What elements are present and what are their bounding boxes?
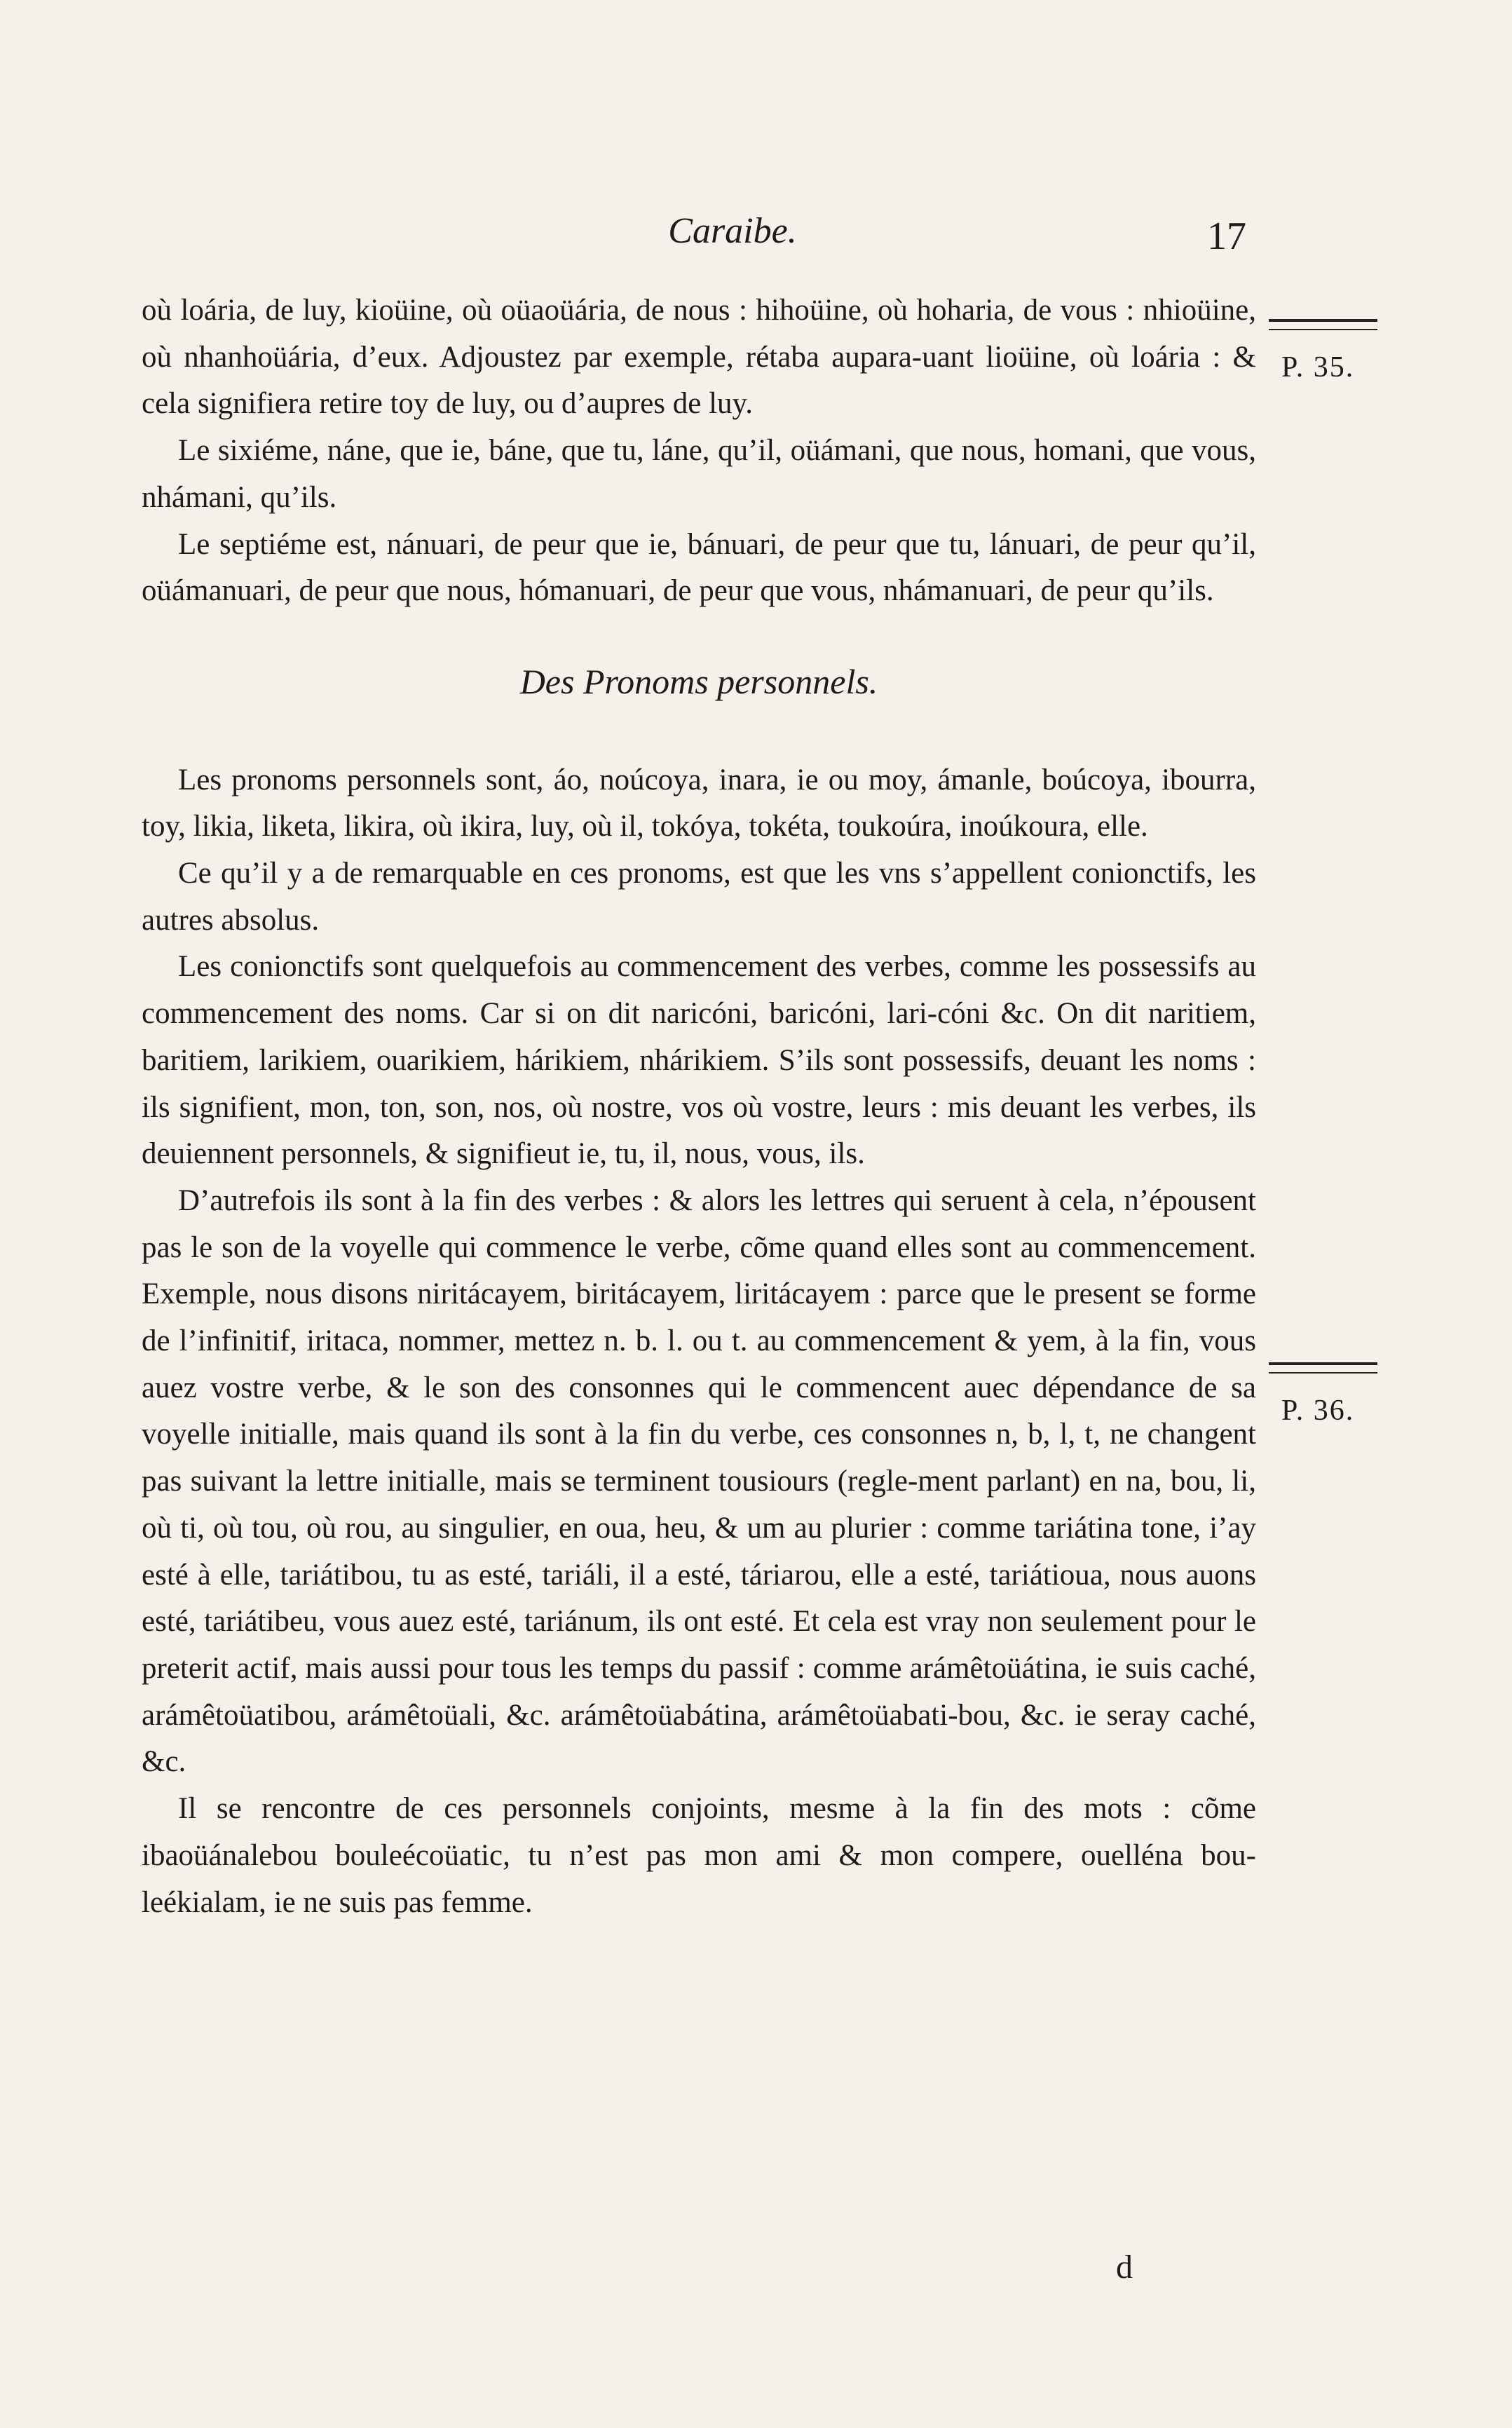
paragraph: Le sixiéme, náne, que ie, báne, que tu, láne, qu’il, oüámani, que nous, homani, que vous, nhámani, qu’ils. bbox=[142, 434, 1256, 514]
paragraph: D’autrefois ils sont à la fin des verbes : & alors les lettres qui seruent à cela, n’épousent pas le son de la voyelle qui commence le verbe, cõme quand elles sont au commencement. Exemple, nous disons niritácayem, biritácayem, liritácayem : parce que le present se forme de l’infinitif, iritaca, nommer, mettez n. b. l. ou t. au commencement & yem, à la fin, vous auez vostre verbe, & le son des consonnes qui le commencent auec dépendance de sa voyelle initialle, mais quand ils sont à la fin du verbe, ces consonnes n, b, l, t, ne changent pas suivant la lettre initialle, mais se terminent tousiours (regle-ment parlant) en na, bou, li, où ti, où tou, où rou, au singulier, en oua, heu, & um au plurier : comme tariátina tone, i’ay esté à elle, tariátibou, tu as esté, tariáli, il a esté, táriarou, elle a esté, tariátioua, nous auons esté, tariátibeu, vous auez esté, tariánum, ils ont esté. Et cela est vray non seulement pour le preterit actif, mais aussi pour tous les temps du passif : comme arámêtoüátina, ie suis caché, arámêtoüatibou, arámêtoüali, &c. arámêtoüabátina, arámêtoüabati-bou, &c. ie seray caché, &c. bbox=[142, 1184, 1256, 1779]
paragraph: Les conionctifs sont quelquefois au commencement des verbes, comme les possessifs au commencement des noms. Car si on dit naricóni, baricóni, lari-cóni &c. On dit naritiem, baritiem, larikiem, ouarikiem, hárikiem, nhárikiem. S’ils sont possessifs, deuant les noms : ils signifient, mon, ton, son, nos, où nostre, vos où vostre, leurs : mis deuant les verbes, ils deuiennent personnels, & signifieut ie, tu, il, nous, vous, ils. bbox=[142, 950, 1256, 1171]
margin-rule bbox=[1269, 1362, 1377, 1374]
paragraph: où loária, de luy, kioüine, où oüaoüária, de nous : hihoüine, où hoharia, de vous : nhioüine, où nhanhoüária, d’eux. Adjoustez par exemple, rétaba aupara-uant lioüine, où loária : & cela signifiera retire toy de luy, ou d’aupres de luy. bbox=[142, 294, 1256, 421]
paragraph: Il se rencontre de ces personnels conjoints, mesme à la fin des mots : cõme ibaoüánalebou bouleécoüatic, tu n’est pas mon ami & mon compere, ouelléna bou-leékialam, ie ne suis pas femme. bbox=[142, 1792, 1256, 1919]
margin-note-p35: P. 35. bbox=[1281, 351, 1355, 384]
page-number: 17 bbox=[1207, 215, 1246, 258]
margin-note-p36: P. 36. bbox=[1281, 1395, 1355, 1427]
running-head-title: Caraibe. bbox=[668, 211, 797, 251]
signature-mark: d bbox=[1116, 2249, 1133, 2286]
paragraph: Ce qu’il y a de remarquable en ces pronoms, est que les vns s’appellent conionctifs, les autres absolus. bbox=[142, 857, 1256, 937]
paragraph: Les pronoms personnels sont, áo, noúcoya, inara, ie ou moy, ámanle, boúcoya, ibourra, toy, likia, liketa, likira, où ikira, luy, où il, tokóya, tokéta, toukoúra, inoúkoura, elle. bbox=[142, 763, 1256, 843]
section-heading: Des Pronoms personnels. bbox=[519, 661, 878, 701]
margin-rule bbox=[1269, 319, 1377, 330]
paragraph: Le septiéme est, nánuari, de peur que ie, bánuari, de peur que tu, lánuari, de peur qu’il, oüámanuari, de peur que nous, hómanuari, de peur que vous, nhámanuari, de peur qu’ils. bbox=[142, 527, 1256, 608]
body-text bbox=[142, 287, 1256, 1926]
